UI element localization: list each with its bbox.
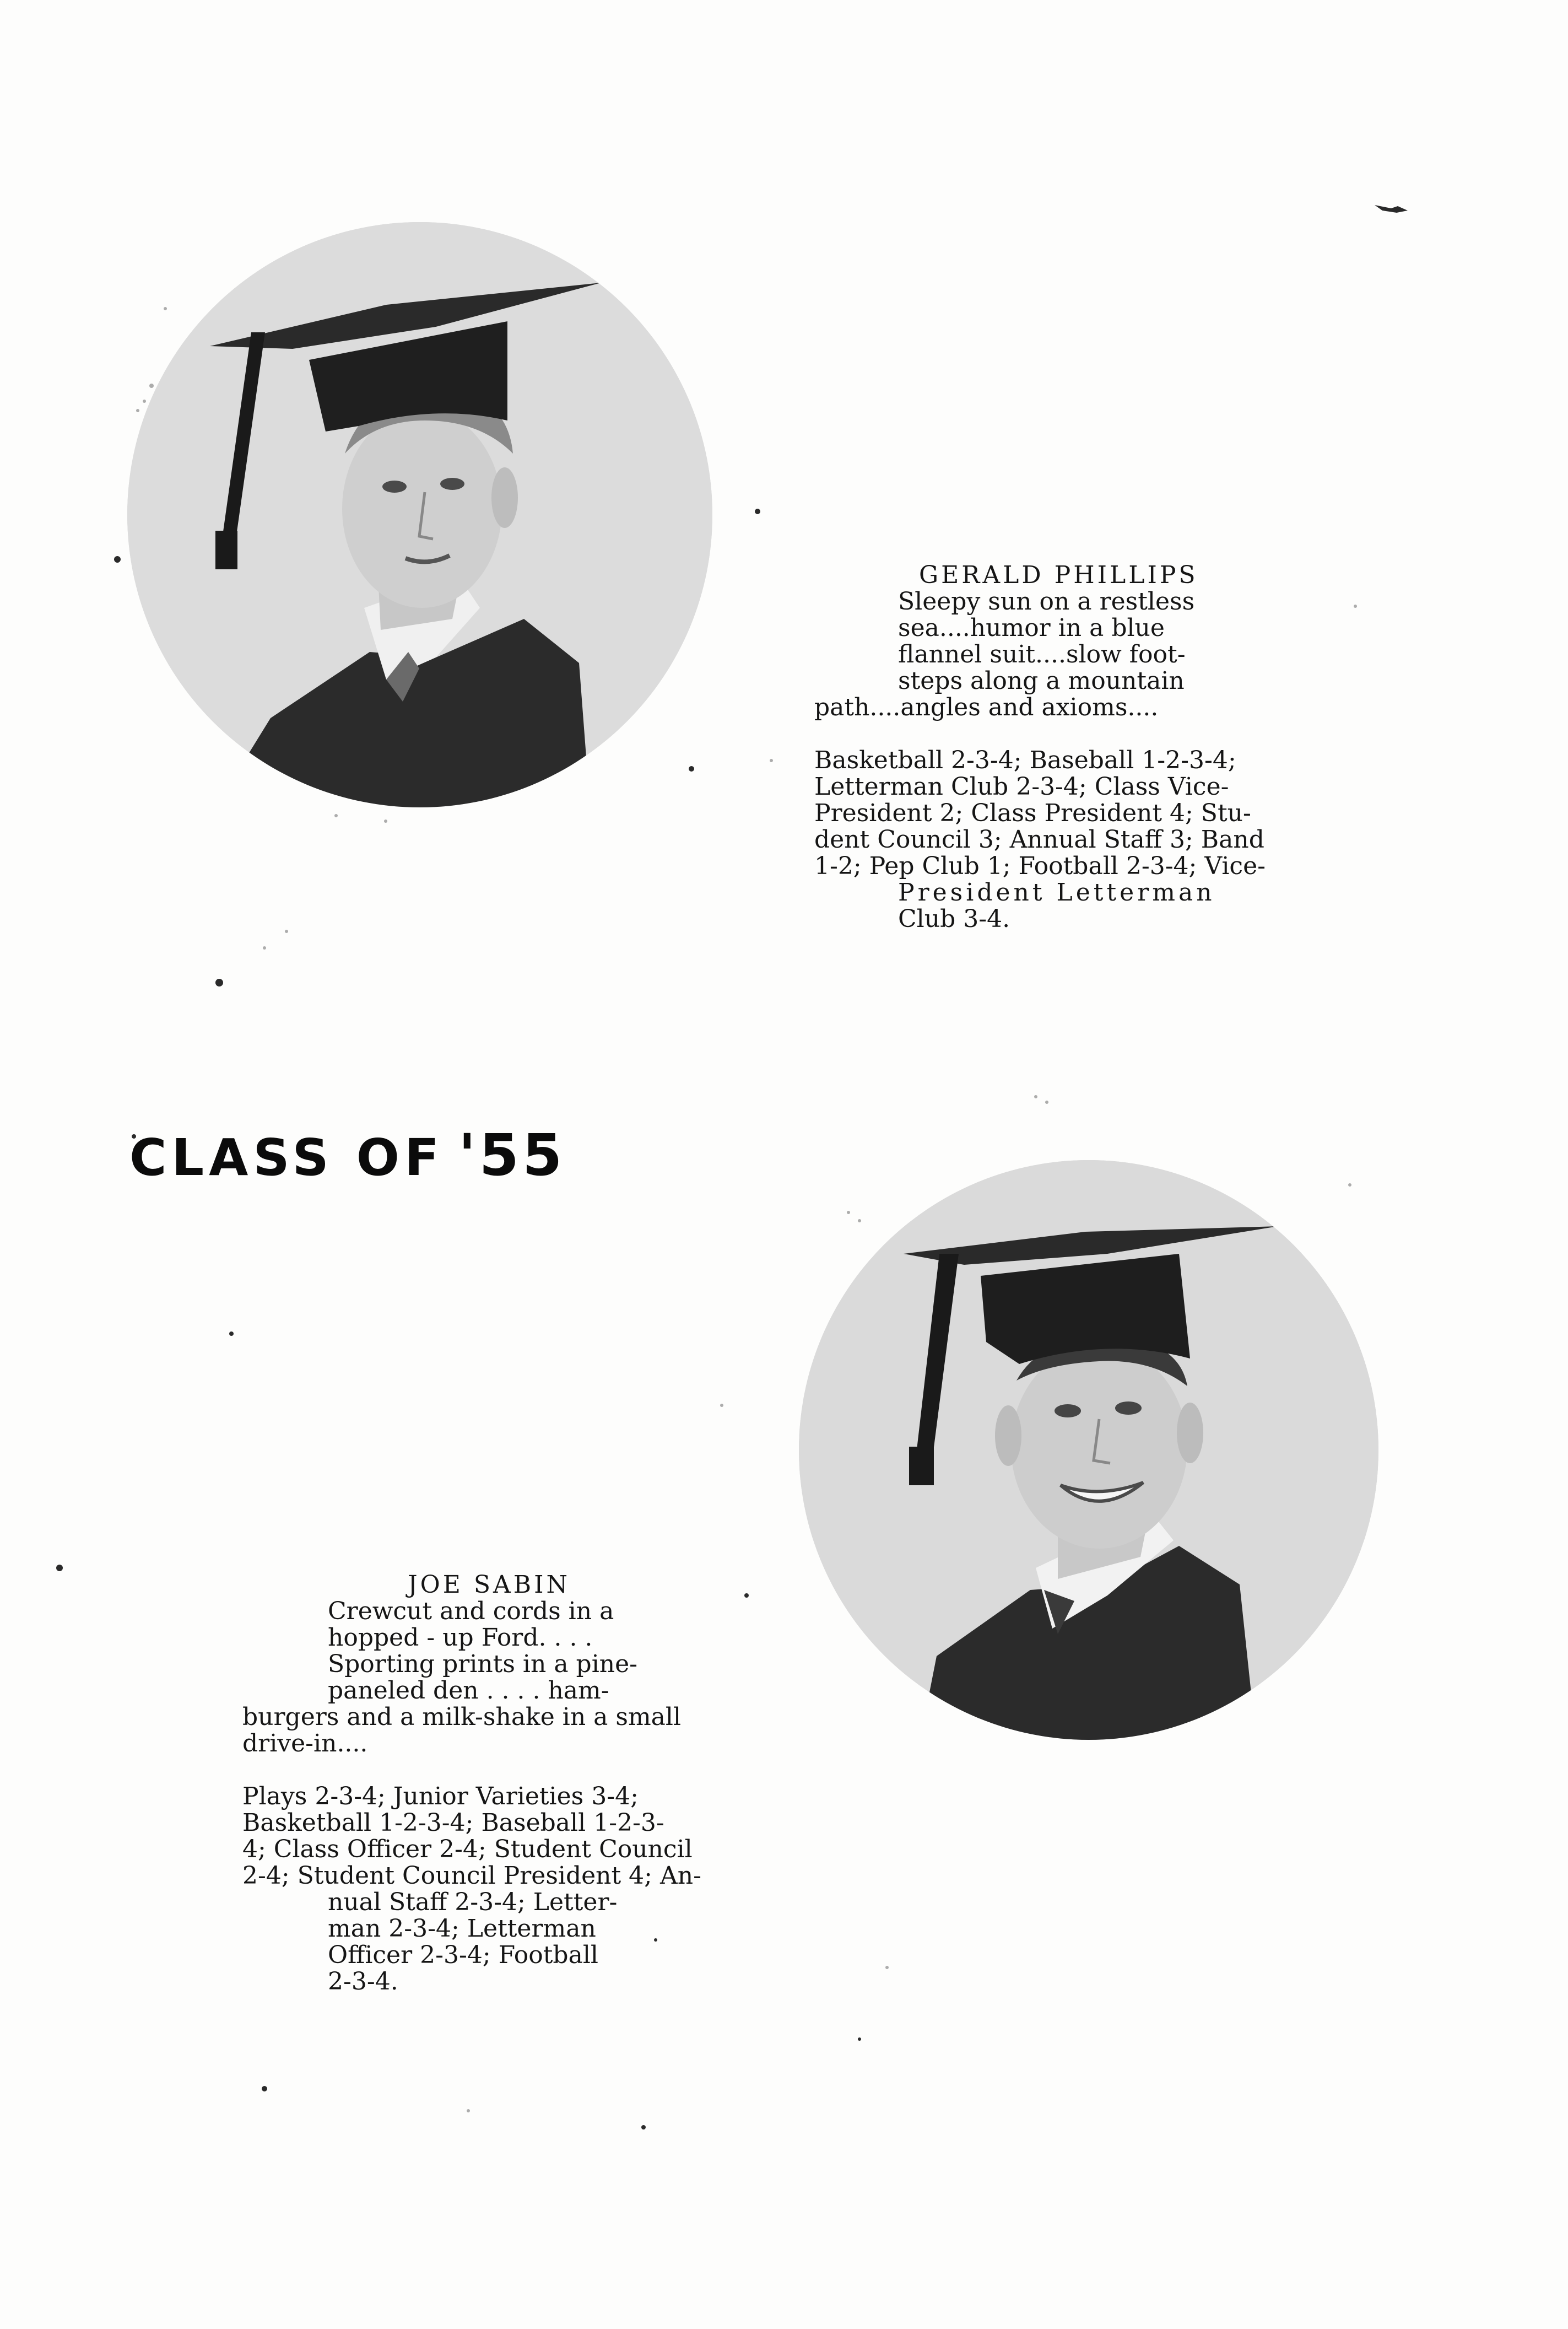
- activity-line: Letterman Club 2-3-4; Class Vice-: [814, 773, 1229, 801]
- activity-line: President Letterman: [898, 878, 1215, 907]
- activity-line: 4; Class Officer 2-4; Student Council: [242, 1835, 693, 1863]
- activity-line: Officer 2-3-4; Football: [328, 1941, 598, 1969]
- bio-line: flannel suit....slow foot-: [898, 640, 1186, 668]
- graduation-portrait-icon: [799, 1160, 1378, 1740]
- student-name: GERALD PHILLIPS: [919, 561, 1198, 589]
- joe-sabin-writeup: [242, 1572, 701, 1995]
- activity-line: nual Staff 2-3-4; Letter-: [328, 1888, 618, 1916]
- activity-line: dent Council 3; Annual Staff 3; Band: [814, 826, 1264, 854]
- activity-line: Club 3-4.: [898, 905, 1010, 933]
- bio-line: hopped - up Ford. . . .: [328, 1624, 593, 1652]
- class-heading-label: CLASS OF: [129, 1128, 444, 1187]
- activity-line: 1-2; Pep Club 1; Football 2-3-4; Vice-: [814, 852, 1266, 880]
- bio-line: paneled den . . . . ham-: [328, 1676, 609, 1705]
- bio-line: path....angles and axioms....: [814, 693, 1159, 721]
- activity-line: Basketball 1-2-3-4; Baseball 1-2-3-: [242, 1809, 664, 1837]
- activity-line: Plays 2-3-4; Junior Varieties 3-4;: [242, 1782, 639, 1810]
- activity-line: man 2-3-4; Letterman: [328, 1915, 596, 1943]
- joe-sabin-portrait: [799, 1160, 1378, 1740]
- bio-line: Sporting prints in a pine-: [328, 1650, 638, 1678]
- activity-line: 2-3-4.: [328, 1967, 398, 1996]
- bio-line: drive-in....: [242, 1729, 368, 1757]
- bio-line: burgers and a milk-shake in a small: [242, 1703, 682, 1731]
- gerald-phillips-writeup: [814, 562, 1266, 932]
- activity-line: 2-4; Student Council President 4; An-: [242, 1862, 701, 1890]
- bio-line: sea....humor in a blue: [898, 614, 1165, 642]
- activity-line: President 2; Class President 4; Stu-: [814, 799, 1251, 827]
- class-heading: [129, 1122, 565, 1189]
- bio-line: steps along a mountain: [898, 667, 1185, 695]
- graduation-portrait-icon: [127, 222, 712, 807]
- activity-line: Basketball 2-3-4; Baseball 1-2-3-4;: [814, 746, 1236, 774]
- student-name: JOE SABIN: [408, 1571, 570, 1599]
- bio-line: Sleepy sun on a restless: [898, 587, 1195, 616]
- class-heading-year: '55: [458, 1122, 566, 1189]
- bio-line: Crewcut and cords in a: [328, 1597, 614, 1625]
- gerald-phillips-portrait: [127, 222, 712, 807]
